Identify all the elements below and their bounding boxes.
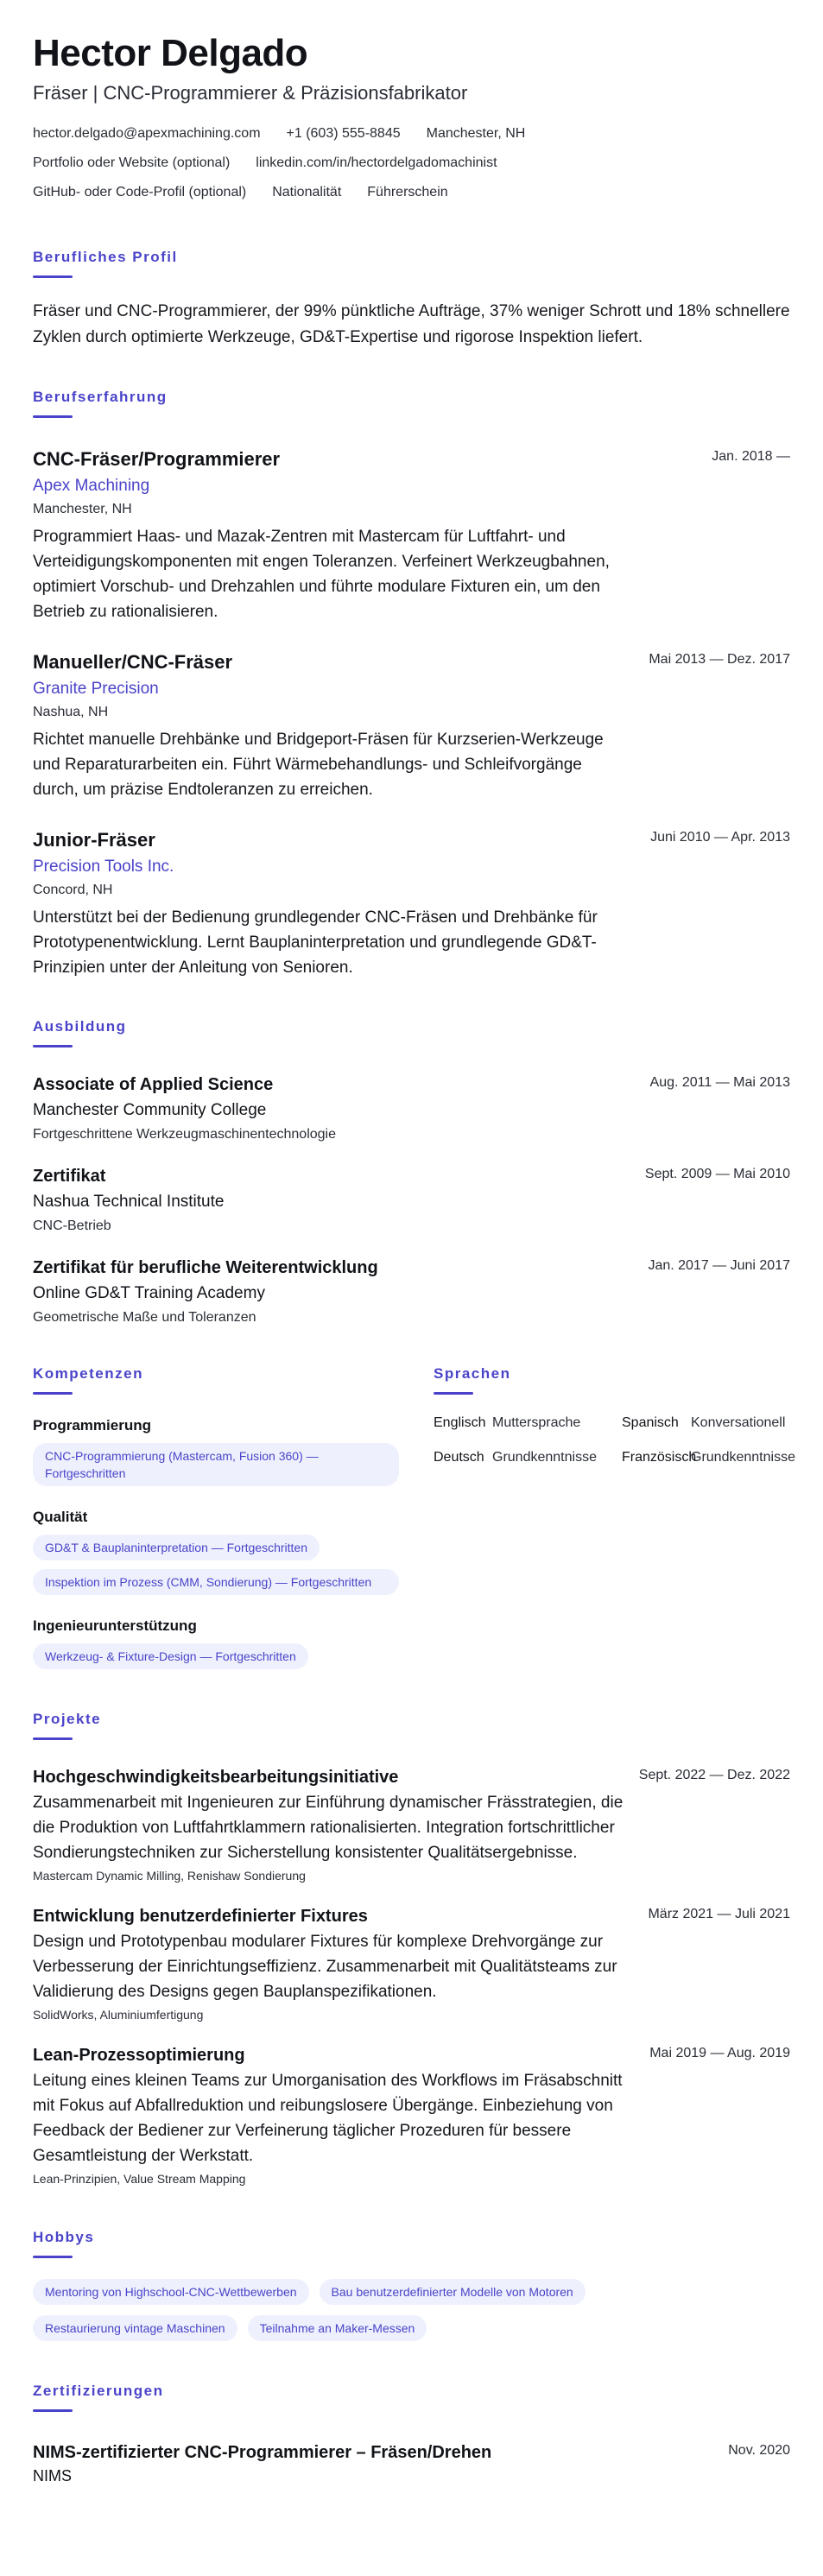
skill-chip: CNC-Programmierung (Mastercam, Fusion 360) — Fortgeschritten: [33, 1443, 399, 1486]
section-title-projects: Projekte: [33, 1711, 102, 1727]
education-area: Fortgeschrittene Werkzeugmaschinentechnologie: [33, 1127, 337, 1142]
project-item: [33, 2044, 790, 2187]
education-area: CNC-Betrieb: [33, 1218, 111, 1233]
project-item: [33, 1766, 790, 1884]
job-company: Apex Machining: [33, 477, 150, 495]
job-company: Precision Tools Inc.: [33, 858, 174, 876]
project-description: Design und Prototypenbau modularer Fixtures für komplexe Drehvorgänge zur Verbesserung der Einrichtungseffizienz. Zusammenarbeit mit Qualitätsteams zur Validierung des Designs gegen Bauplanspezifikationen.: [33, 1933, 617, 2001]
project-dates: März 2021 — Juli 2021: [648, 1907, 790, 1921]
job-dates: Mai 2013 — Dez. 2017: [649, 652, 790, 667]
certification-issuer: NIMS: [33, 2467, 72, 2484]
contact-linkedin[interactable]: linkedin.com/in/hectordelgadomachinist: [256, 155, 497, 170]
job-position: Junior-Fräser: [33, 829, 155, 851]
skill-chips: [33, 1443, 399, 1486]
job-description: Programmiert Haas- und Mazak-Zentren mit Mastercam für Luftfahrt- und Verteidigungskomponenten mit engen Toleranzen. Verfeinert Werkzeugbahnen, optimiert Vorschub- und Drehzahlen und führte modulare Fixturen ein, um den Betrieb zu rationalisieren.: [33, 528, 610, 621]
job-position: Manueller/CNC-Fräser: [33, 651, 233, 673]
skill-chip: GD&T & Bauplaninterpretation — Fortgeschritten: [33, 1535, 320, 1560]
education-item: [33, 1165, 790, 1236]
contact-portfolio[interactable]: Portfolio oder Website (optional): [33, 155, 231, 170]
language-level: Muttersprache: [492, 1415, 581, 1430]
section-title-certifications: Zertifizierungen: [33, 2383, 164, 2399]
project-name: Entwicklung benutzerdefinierter Fixtures: [33, 1907, 368, 1926]
section-title-languages: Sprachen: [434, 1365, 511, 1382]
contact-nationality: Nationalität: [272, 185, 342, 199]
experience-item: [33, 650, 790, 802]
project-dates: Sept. 2022 — Dez. 2022: [638, 1768, 790, 1782]
section-title-profile: Berufliches Profil: [33, 249, 178, 265]
job-dates: Juni 2010 — Apr. 2013: [650, 830, 790, 845]
section-title-education: Ausbildung: [33, 1018, 127, 1035]
section-divider: [33, 275, 73, 278]
skill-chip: Werkzeug- & Fixture-Design — Fortgeschritten: [33, 1643, 308, 1669]
experience-item: [33, 447, 790, 624]
certifications-section: [33, 2383, 790, 2485]
skill-group-title: Ingenieurunterstützung: [33, 1617, 197, 1634]
job-location: Concord, NH: [33, 883, 113, 897]
projects-section: [33, 1711, 790, 2187]
education-degree: Zertifikat: [33, 1167, 106, 1186]
education-degree: Associate of Applied Science: [33, 1075, 274, 1094]
skill-chips: [33, 1643, 399, 1669]
contact-github[interactable]: GitHub- oder Code-Profil (optional): [33, 185, 247, 199]
project-description: Zusammenarbeit mit Ingenieuren zur Einführung dynamischer Frässtrategien, die die Produktion von Luftfahrtklammern rationalisierten. Integration fortschrittlicher Sondierungstechniken zur Sicherstellung konsistenter Qualitätsergebnisse.: [33, 1794, 624, 1862]
certification-date: Nov. 2020: [728, 2443, 790, 2458]
experience-section: [33, 389, 790, 980]
education-institution: Nashua Technical Institute: [33, 1193, 225, 1211]
languages-list: [434, 1415, 795, 1465]
education-item: [33, 1256, 790, 1327]
education-dates: Jan. 2017 — Juni 2017: [648, 1258, 790, 1273]
language-name: Englisch: [434, 1415, 486, 1430]
project-name: Hochgeschwindigkeitsbearbeitungsinitiative: [33, 1768, 399, 1787]
certification-item: [33, 2441, 790, 2485]
education-section: [33, 1018, 790, 1327]
language-name: Französisch: [622, 1450, 697, 1465]
contact-info: [33, 119, 790, 207]
section-divider: [33, 1737, 73, 1740]
project-technologies: SolidWorks, Aluminiumfertigung: [33, 2008, 204, 2022]
hobby-chip: Teilnahme an Maker-Messen: [248, 2315, 427, 2341]
job-location: Nashua, NH: [33, 705, 109, 719]
language-name: Deutsch: [434, 1450, 484, 1465]
job-location: Manchester, NH: [33, 502, 132, 516]
language-level: Konversationell: [691, 1415, 786, 1430]
language-level: Grundkenntnisse: [492, 1450, 597, 1465]
education-item: [33, 1073, 790, 1144]
skill-group-title: Programmierung: [33, 1417, 151, 1434]
job-company: Granite Precision: [33, 680, 159, 698]
profile-section: [33, 249, 790, 351]
education-dates: Aug. 2011 — Mai 2013: [649, 1075, 790, 1090]
hobby-chip: Restaurierung vintage Maschinen: [33, 2315, 237, 2341]
language-name: Spanisch: [622, 1415, 679, 1430]
education-degree: Zertifikat für berufliche Weiterentwicklung: [33, 1258, 378, 1277]
project-name: Lean-Prozessoptimierung: [33, 2046, 245, 2065]
skill-group-title: Qualität: [33, 1509, 88, 1525]
section-divider: [33, 2256, 73, 2258]
education-dates: Sept. 2009 — Mai 2010: [644, 1167, 790, 1181]
job-position: CNC-Fräser/Programmierer: [33, 448, 281, 470]
job-description: Unterstützt bei der Bedienung grundlegender CNC-Fräsen und Drehbänke für Prototypenentwicklung. Lernt Bauplaninterpretation und grundlegende GD&T-Prinzipien unter der Anleitung von Senioren.: [33, 908, 598, 977]
job-dates: Jan. 2018 —: [712, 449, 790, 464]
skill-chip: Inspektion im Prozess (CMM, Sondierung) — Fortgeschritten: [33, 1569, 399, 1595]
hobby-chip: Bau benutzerdefinierter Modelle von Motoren: [320, 2279, 586, 2305]
languages-section: [434, 1365, 795, 1669]
contact-location: Manchester, NH: [426, 126, 526, 141]
project-description: Leitung eines kleinen Teams zur Umorganisation des Workflows im Fräsabschnitt mit Fokus auf Abfallreduktion und reibungslosere Übergänge. Einbeziehung von Feedback der Bediener zur Verfeinerung täglicher Prozeduren für bessere Gesamtleistung der Werkstatt.: [33, 2072, 623, 2165]
section-divider: [33, 1392, 73, 1395]
job-description: Richtet manuelle Drehbänke und Bridgeport-Fräsen für Kurzserien-Werkzeuge und Reparaturarbeiten ein. Führt Wärmebehandlungs- und Schleifvorgänge durch, um präzise Endtoleranzen zu erreichen.: [33, 731, 604, 799]
skills-languages-row: [33, 1365, 795, 1669]
profile-summary: Fräser und CNC-Programmierer, der 99% pünktliche Aufträge, 37% weniger Schrott und 18% schnellere Zyklen durch optimierte Werkzeuge, GD&T-Expertise und rigorose Inspektion liefert.: [33, 302, 790, 346]
language-level: Grundkenntnisse: [691, 1450, 795, 1465]
section-divider: [33, 1045, 73, 1047]
section-divider: [33, 415, 73, 418]
candidate-headline: Fräser | CNC-Programmierer & Präzisionsfabrikator: [33, 82, 468, 104]
section-divider: [434, 1392, 473, 1395]
education-area: Geometrische Maße und Toleranzen: [33, 1310, 256, 1325]
hobby-chip: Mentoring von Highschool-CNC-Wettbewerben: [33, 2279, 309, 2305]
contact-license: Führerschein: [367, 185, 448, 199]
education-institution: Online GD&T Training Academy: [33, 1284, 265, 1302]
contact-email[interactable]: hector.delgado@apexmachining.com: [33, 126, 261, 141]
section-divider: [33, 2409, 73, 2412]
project-dates: Mai 2019 — Aug. 2019: [649, 2046, 790, 2060]
project-technologies: Mastercam Dynamic Milling, Renishaw Sondierung: [33, 1869, 306, 1883]
section-title-skills: Kompetenzen: [33, 1365, 143, 1382]
certification-name: NIMS-zertifizierter CNC-Programmierer – Fräsen/Drehen: [33, 2443, 492, 2462]
resume-header: [33, 31, 790, 207]
hobbies-section: [33, 2229, 790, 2341]
skills-section: [33, 1365, 399, 1669]
skill-chips: [33, 1535, 399, 1595]
section-title-hobbies: Hobbys: [33, 2229, 95, 2245]
candidate-name: Hector Delgado: [33, 32, 308, 74]
project-technologies: Lean-Prinzipien, Value Stream Mapping: [33, 2172, 246, 2186]
project-item: [33, 1905, 790, 2023]
hobby-chips: [33, 2279, 689, 2341]
experience-item: [33, 828, 790, 980]
section-title-experience: Berufserfahrung: [33, 389, 168, 405]
contact-phone[interactable]: +1 (603) 555-8845: [286, 126, 401, 141]
education-institution: Manchester Community College: [33, 1101, 267, 1119]
